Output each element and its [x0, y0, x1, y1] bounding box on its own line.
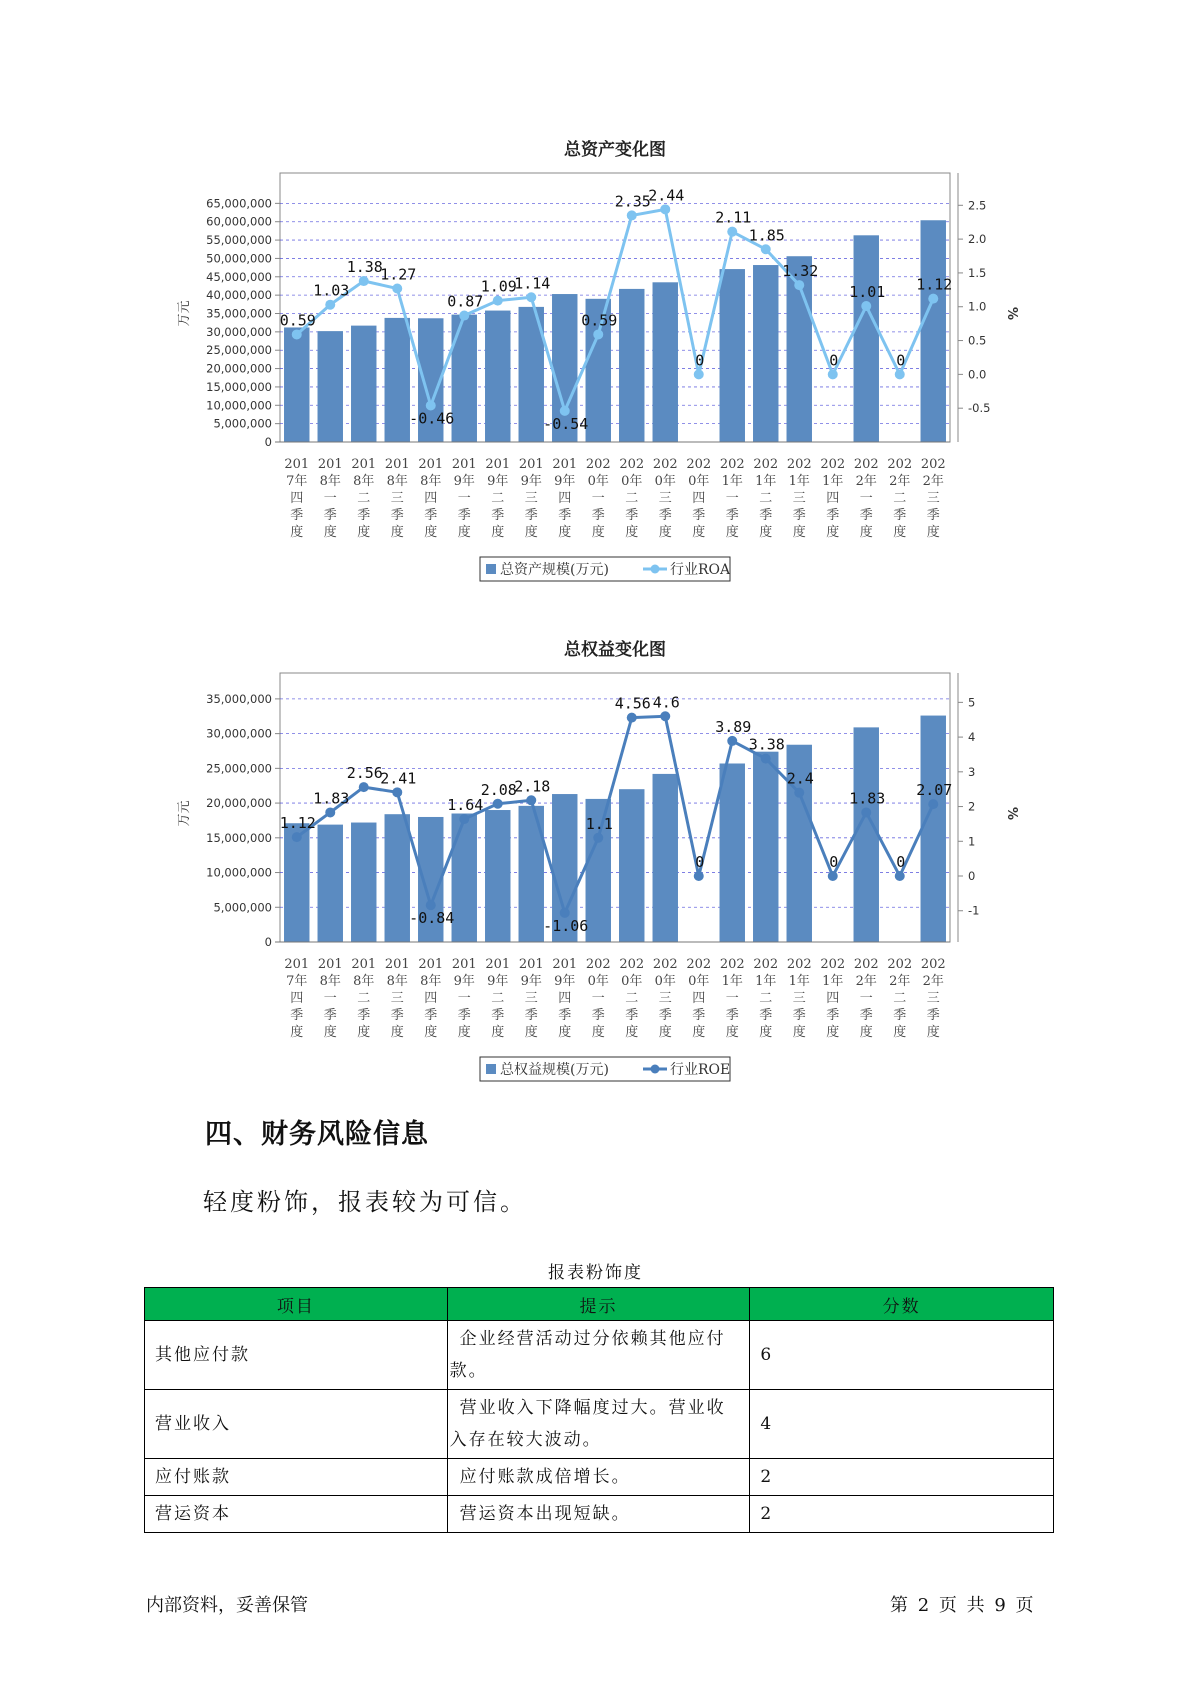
y-tick-label: 25,000,000: [206, 761, 272, 776]
line-point: [325, 807, 335, 817]
data-label: 2.44: [648, 186, 685, 205]
line-point: [794, 788, 804, 798]
section-heading: 四、财务风险信息: [205, 1119, 429, 1150]
line-point: [392, 787, 402, 797]
y2-tick-label: 3: [968, 764, 976, 779]
line-point: [325, 300, 335, 310]
row-score: 2: [750, 1496, 1054, 1533]
window-dressing-table: [144, 1287, 1054, 1533]
x-tick-label: 201 9年四季度: [552, 457, 578, 540]
total-equity-chart-svg: [0, 630, 1191, 1090]
line-point: [727, 227, 737, 237]
data-label: -0.46: [409, 409, 455, 428]
y2-axis-title: %: [1004, 306, 1019, 321]
data-label: 0.59: [279, 311, 316, 330]
x-tick-label: 201 9年一季度: [451, 957, 477, 1040]
bar: [720, 763, 745, 942]
data-label: 0: [896, 853, 906, 872]
data-label: 2.4: [786, 769, 814, 788]
x-tick-label: 201 9年三季度: [518, 457, 544, 540]
row-item: 营业收入: [145, 1390, 448, 1459]
x-tick-label: 202 1年四季度: [820, 457, 846, 540]
y-tick-label: 5,000,000: [213, 900, 272, 915]
data-label: 2.11: [715, 208, 752, 227]
x-tick-label: 202 2年一季度: [853, 957, 879, 1040]
line-point: [292, 832, 302, 842]
legend-bar-swatch: [486, 564, 496, 574]
line-point: [895, 871, 905, 881]
table-row: [145, 1321, 1054, 1390]
line-point: [359, 782, 369, 792]
x-tick-label: 201 7年四季度: [284, 457, 310, 540]
x-tick-label: 202 0年一季度: [585, 457, 611, 540]
data-label: 2.08: [480, 780, 517, 799]
data-label: 3.89: [715, 717, 752, 736]
data-label: 3.38: [748, 735, 785, 754]
header-hint: 提示: [447, 1288, 750, 1321]
x-tick-label: 201 8年一季度: [317, 457, 343, 540]
line-point: [794, 280, 804, 290]
y-tick-label: 20,000,000: [206, 361, 272, 376]
y2-tick-label: 2.5: [968, 198, 987, 213]
row-item: 应付账款: [145, 1459, 448, 1496]
y-tick-label: 15,000,000: [206, 379, 272, 394]
bar: [753, 752, 778, 942]
plot-frame: [280, 673, 953, 942]
y-tick-label: 15,000,000: [206, 830, 272, 845]
x-tick-label: 202 0年二季度: [619, 457, 645, 540]
legend-label: 总权益规模(万元): [500, 1062, 609, 1078]
y-tick-label: 35,000,000: [206, 306, 272, 321]
x-tick-label: 202 0年四季度: [686, 457, 712, 540]
legend-label: 行业ROE: [670, 1062, 731, 1078]
plot-frame: [280, 173, 953, 442]
line-point: [761, 754, 771, 764]
y2-axis-title: %: [1004, 806, 1019, 821]
data-label: -1.06: [543, 916, 589, 935]
x-tick-label: 202 0年一季度: [585, 957, 611, 1040]
line-point: [459, 814, 469, 824]
y-tick-label: 30,000,000: [206, 726, 272, 741]
x-tick-label: 202 0年三季度: [652, 957, 678, 1040]
x-tick-label: 202 0年二季度: [619, 957, 645, 1040]
x-tick-label: 201 7年四季度: [284, 957, 310, 1040]
line-point: [928, 799, 938, 809]
data-label: 2.56: [346, 764, 383, 783]
row-hint-line: 营运资本出现短缺。: [459, 1504, 631, 1524]
x-tick-label: 202 1年三季度: [786, 457, 812, 540]
y2-tick-label: 5: [968, 695, 976, 710]
y-tick-label: 60,000,000: [206, 214, 272, 229]
data-label: 1.03: [313, 281, 350, 300]
x-tick-label: 201 8年三季度: [384, 457, 410, 540]
table-row: [145, 1496, 1054, 1533]
y-tick-label: 10,000,000: [206, 398, 272, 413]
y-tick-label: 30,000,000: [206, 324, 272, 339]
line-point: [660, 204, 670, 214]
data-label: -0.54: [543, 414, 589, 433]
line-point: [627, 210, 637, 220]
x-tick-label: 202 1年四季度: [820, 957, 846, 1040]
data-label: 1.12: [916, 275, 953, 294]
table-row: [145, 1390, 1054, 1459]
chart-title: 总权益变化图: [564, 640, 666, 660]
data-label: 2.41: [380, 769, 417, 788]
data-label: 1.12: [279, 814, 316, 833]
line-point: [627, 713, 637, 723]
line-point: [861, 301, 871, 311]
x-tick-label: 202 0年三季度: [652, 457, 678, 540]
header-item: 项目: [145, 1288, 448, 1321]
row-hint: [447, 1496, 750, 1533]
y-tick-label: 35,000,000: [206, 691, 272, 706]
data-label: 0: [829, 351, 839, 370]
y-axis-title: 万元: [177, 300, 192, 327]
data-label: 0: [896, 351, 906, 370]
row-hint: [447, 1321, 750, 1390]
bar: [653, 774, 678, 942]
line-point: [526, 292, 536, 302]
bar: [720, 269, 745, 442]
y-tick-label: 0: [264, 435, 272, 449]
total-assets-chart-svg: [0, 130, 1191, 590]
data-label: 1.83: [849, 789, 886, 808]
data-label: 0.59: [581, 311, 618, 330]
y-tick-label: 40,000,000: [206, 288, 272, 303]
bar: [854, 235, 879, 442]
y2-tick-label: 1.5: [968, 265, 987, 280]
x-tick-label: 202 1年一季度: [719, 957, 745, 1040]
line-point: [593, 329, 603, 339]
footer-confidential-note: 内部资料，妥善保管: [146, 1595, 308, 1616]
x-tick-label: 202 2年三季度: [920, 457, 946, 540]
data-label: 2.07: [916, 781, 953, 800]
bar: [921, 716, 946, 942]
row-hint-line: 应付账款成倍增长。: [459, 1467, 631, 1487]
x-tick-label: 201 8年二季度: [351, 457, 377, 540]
line-point: [861, 807, 871, 817]
x-tick-label: 201 9年三季度: [518, 957, 544, 1040]
y-tick-label: 10,000,000: [206, 865, 272, 880]
header-score: 分数: [750, 1288, 1054, 1321]
legend-label: 总资产规模(万元): [500, 562, 609, 578]
x-tick-label: 201 8年四季度: [418, 457, 444, 540]
bar: [452, 315, 477, 442]
x-tick-label: 202 1年二季度: [753, 957, 779, 1040]
line-point: [593, 833, 603, 843]
line-point: [359, 276, 369, 286]
line-point: [459, 311, 469, 321]
legend-bar-swatch: [486, 1064, 496, 1074]
y-tick-label: 0: [264, 935, 272, 949]
line-point: [828, 369, 838, 379]
y-tick-label: 20,000,000: [206, 796, 272, 811]
bar: [385, 318, 410, 442]
data-label: 1.64: [447, 796, 484, 815]
footer-page-number: 第 2 页 共 9 页: [890, 1595, 1036, 1616]
line-point: [727, 736, 737, 746]
line-point: [660, 711, 670, 721]
bar: [653, 282, 678, 442]
x-tick-label: 201 9年二季度: [485, 457, 511, 540]
chart-title: 总资产变化图: [564, 140, 666, 160]
x-tick-label: 202 1年三季度: [786, 957, 812, 1040]
x-tick-label: 201 8年一季度: [317, 957, 343, 1040]
bar: [854, 727, 879, 942]
x-tick-label: 202 1年一季度: [719, 457, 745, 540]
row-hint-line: 营业收入下降幅度过大。营业收: [459, 1398, 726, 1418]
bar: [619, 289, 644, 442]
row-score: 4: [750, 1390, 1054, 1459]
row-score: 6: [750, 1321, 1054, 1390]
x-tick-label: 201 8年三季度: [384, 957, 410, 1040]
line-point: [493, 799, 503, 809]
bar: [485, 311, 510, 442]
data-label: 0: [695, 351, 705, 370]
x-tick-label: 202 2年二季度: [887, 957, 913, 1040]
y2-tick-label: 2.0: [968, 232, 987, 247]
total-assets-chart: [0, 130, 1191, 590]
y2-tick-label: 0.0: [968, 367, 987, 382]
row-hint-line: 企业经营活动过分依赖其他应付: [459, 1329, 726, 1349]
data-label: 2.35: [614, 192, 651, 211]
data-label: 1.38: [346, 258, 383, 277]
data-label: 1.01: [849, 283, 886, 302]
bar: [921, 220, 946, 442]
table-header-row: [145, 1288, 1054, 1321]
bar: [351, 326, 376, 442]
legend-label: 行业ROA: [670, 562, 731, 578]
total-equity-chart: [0, 630, 1191, 1090]
x-tick-label: 201 8年四季度: [418, 957, 444, 1040]
data-label: 0: [695, 853, 705, 872]
data-label: 0.87: [447, 292, 484, 311]
bar: [452, 814, 477, 943]
x-tick-label: 202 2年二季度: [887, 457, 913, 540]
legend-line-marker: [651, 1065, 660, 1074]
data-label: 4.6: [652, 693, 680, 712]
y2-tick-label: 0.5: [968, 333, 987, 348]
data-label: -0.84: [409, 909, 455, 928]
y-tick-label: 65,000,000: [206, 196, 272, 211]
x-tick-label: 201 9年四季度: [552, 957, 578, 1040]
bar: [619, 789, 644, 942]
data-label: 1.83: [313, 789, 350, 808]
line-point: [526, 795, 536, 805]
data-label: 1.32: [782, 262, 819, 281]
data-label: 1.85: [748, 226, 785, 245]
x-tick-label: 201 8年二季度: [351, 957, 377, 1040]
y-tick-label: 55,000,000: [206, 233, 272, 248]
y-tick-label: 45,000,000: [206, 269, 272, 284]
x-tick-label: 202 2年一季度: [853, 457, 879, 540]
row-hint: [447, 1459, 750, 1496]
bar: [318, 331, 343, 442]
x-tick-label: 202 1年二季度: [753, 457, 779, 540]
y2-tick-label: -1: [968, 903, 980, 918]
y-tick-label: 5,000,000: [213, 416, 272, 431]
row-hint-line: 款。: [449, 1361, 488, 1381]
x-tick-label: 201 9年二季度: [485, 957, 511, 1040]
line-point: [761, 244, 771, 254]
table-caption: 报表粉饰度: [548, 1263, 643, 1283]
row-hint: [447, 1390, 750, 1459]
bar: [753, 265, 778, 442]
y-axis-title: 万元: [177, 800, 192, 827]
x-tick-label: 201 9年一季度: [451, 457, 477, 540]
y-tick-label: 50,000,000: [206, 251, 272, 266]
bar: [385, 814, 410, 942]
table-row: [145, 1459, 1054, 1496]
y-tick-label: 25,000,000: [206, 343, 272, 358]
y2-tick-label: 1: [968, 834, 976, 849]
row-item: 营运资本: [145, 1496, 448, 1533]
data-label: 0: [829, 853, 839, 872]
row-item: 其他应付款: [145, 1321, 448, 1390]
bar: [318, 825, 343, 942]
x-tick-label: 202 2年三季度: [920, 957, 946, 1040]
data-label: 1.1: [585, 814, 613, 833]
line-point: [928, 294, 938, 304]
section-body-text: 轻度粉饰，报表较为可信。: [203, 1188, 527, 1216]
data-label: 2.18: [514, 777, 551, 796]
x-tick-label: 202 0年四季度: [686, 957, 712, 1040]
bar: [351, 823, 376, 942]
y2-tick-label: 2: [968, 799, 976, 814]
line-point: [895, 369, 905, 379]
row-hint-line: 入存在较大波动。: [449, 1430, 602, 1450]
data-label: 1.09: [480, 277, 517, 296]
line-point: [392, 283, 402, 293]
line-point: [292, 329, 302, 339]
data-label: 1.14: [514, 274, 551, 293]
y2-tick-label: 4: [968, 730, 976, 745]
bar: [485, 810, 510, 942]
y2-tick-label: 0: [968, 869, 976, 884]
y2-tick-label: 1.0: [968, 299, 987, 314]
data-label: 4.56: [614, 694, 651, 713]
data-label: 1.27: [380, 265, 417, 284]
row-score: 2: [750, 1459, 1054, 1496]
bar: [284, 327, 309, 442]
y2-tick-label: -0.5: [968, 401, 991, 416]
line-point: [493, 296, 503, 306]
legend-line-marker: [651, 565, 660, 574]
line-point: [828, 871, 838, 881]
line-point: [694, 369, 704, 379]
line-point: [694, 871, 704, 881]
